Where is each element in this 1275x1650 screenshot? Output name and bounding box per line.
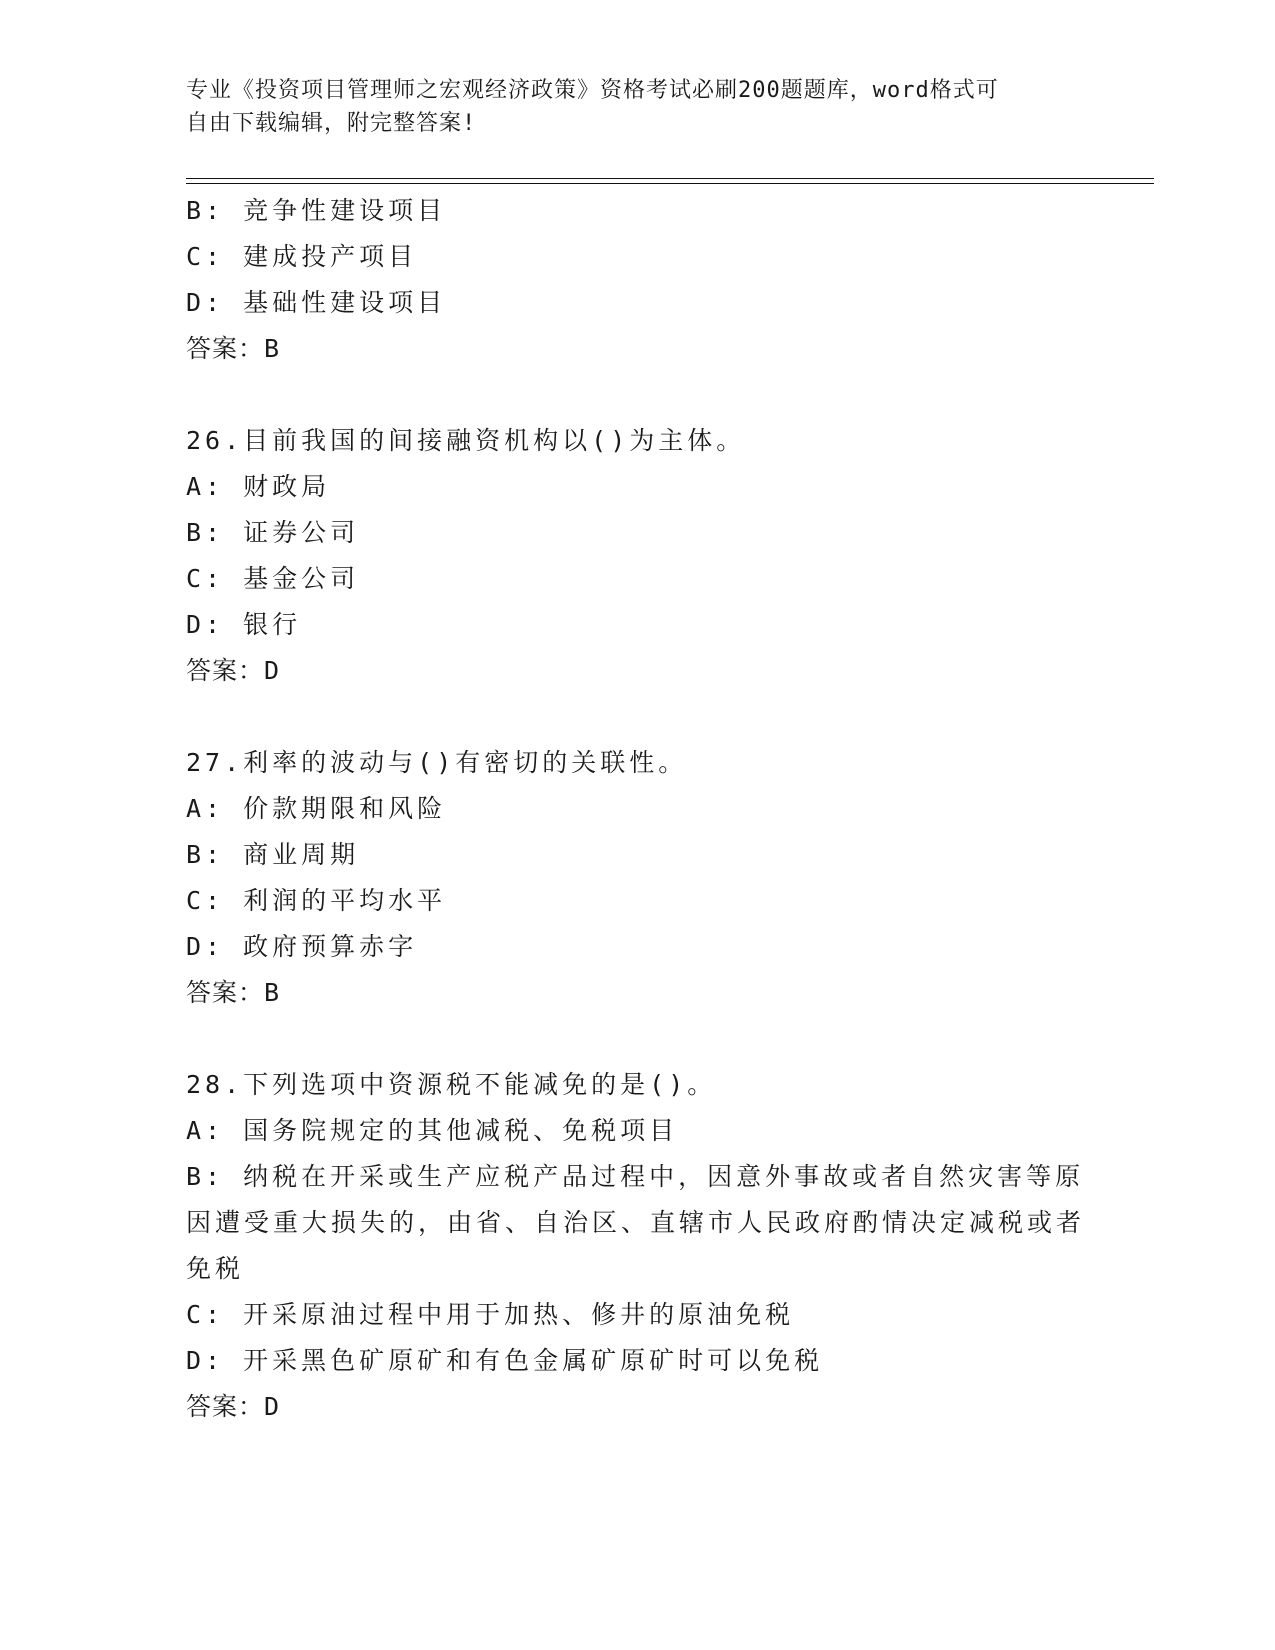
option-a: A: 价款期限和风险 [186, 794, 447, 823]
header-line-1: 专业《投资项目管理师之宏观经济政策》资格考试必刷200题题库，word格式可 [186, 78, 999, 103]
header-line-2: 自由下载编辑，附完整答案! [186, 111, 477, 136]
question-26 [186, 418, 1086, 694]
option-d: D: 开采黑色矿原矿和有色金属矿原矿时可以免税 [186, 1346, 824, 1375]
question-27 [186, 740, 1086, 1016]
question-content [186, 188, 1086, 1430]
answer: 答案：B [186, 334, 281, 363]
spacer [186, 372, 1086, 418]
answer: 答案：D [186, 1392, 281, 1421]
question-stem: 26.目前我国的间接融资机构以()为主体。 [186, 426, 746, 455]
option-c: C: 利润的平均水平 [186, 886, 447, 915]
option-d: D: 政府预算赤字 [186, 932, 418, 961]
document-header [186, 74, 1086, 140]
spacer [186, 1016, 1086, 1062]
option-c: C: 开采原油过程中用于加热、修井的原油免税 [186, 1300, 795, 1329]
answer: 答案：B [186, 978, 281, 1007]
option-d: D: 银行 [186, 610, 302, 639]
option-b: B: 证券公司 [186, 518, 360, 547]
option-c: C: 建成投产项目 [186, 242, 418, 271]
answer: 答案：D [186, 656, 281, 685]
question-25-tail [186, 188, 1086, 372]
option-a: A: 财政局 [186, 472, 331, 501]
option-c: C: 基金公司 [186, 564, 360, 593]
option-b: B: 纳税在开采或生产应税产品过程中，因意外事故或者自然灾害等原因遭受重大损失的，由省、自治区、直辖市人民政府酌情决定减税或者免税 [186, 1162, 1086, 1283]
question-stem: 27.利率的波动与()有密切的关联性。 [186, 748, 688, 777]
option-d: D: 基础性建设项目 [186, 288, 447, 317]
header-rule-top [186, 178, 1154, 179]
header-rule-bottom [186, 183, 1154, 184]
question-stem: 28.下列选项中资源税不能减免的是()。 [186, 1070, 717, 1099]
question-28 [186, 1062, 1086, 1430]
option-b: B: 商业周期 [186, 840, 360, 869]
spacer [186, 694, 1086, 740]
option-b: B: 竞争性建设项目 [186, 196, 447, 225]
option-a: A: 国务院规定的其他减税、免税项目 [186, 1116, 679, 1145]
